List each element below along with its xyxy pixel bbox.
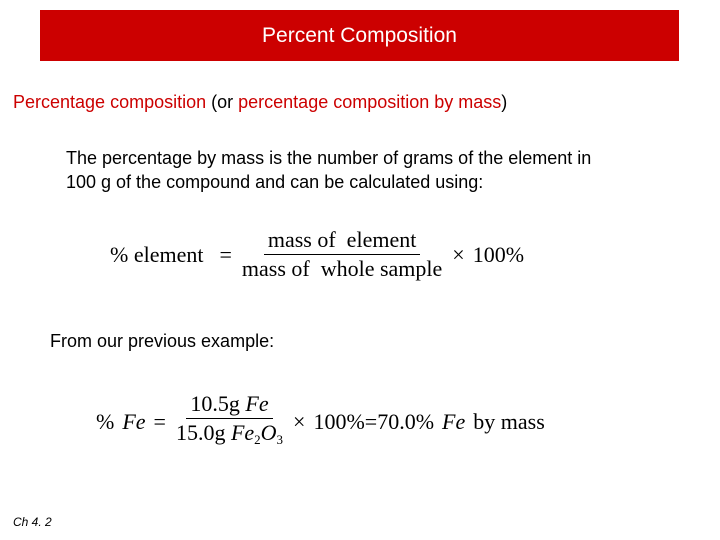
heading-paren-close: )	[501, 92, 508, 112]
formula-equals: =	[219, 241, 232, 267]
heading-paren-open: (or	[206, 92, 239, 112]
heading-term-primary: Percentage composition	[13, 92, 207, 112]
example-den-value: 15.0g	[175, 420, 226, 445]
example-label: From our previous example:	[50, 331, 275, 351]
example-equals-2: =	[364, 409, 378, 434]
example-den-fe: Fe	[230, 420, 255, 445]
example-fraction	[172, 392, 287, 452]
example-times: ×	[293, 409, 306, 434]
formula-numerator: mass of element	[264, 228, 420, 255]
example-result-fe: Fe	[442, 409, 466, 434]
example-result: 70.0%	[377, 409, 435, 434]
formula-fraction	[238, 228, 446, 281]
slide-title: Percent Composition	[262, 23, 457, 47]
definition-line-1: The percentage by mass is the number of grams of the element in	[66, 148, 592, 168]
example-denominator	[172, 419, 287, 452]
example-equation	[96, 392, 545, 452]
definition-text	[66, 146, 686, 194]
example-equals: =	[153, 409, 166, 434]
example-by-mass: by mass	[473, 409, 545, 434]
example-den-o: O	[260, 420, 277, 445]
section-heading	[13, 92, 507, 113]
example-factor: 100%	[313, 409, 365, 434]
title-banner	[40, 10, 679, 61]
heading-term-secondary: percentage composition by mass	[238, 92, 502, 112]
example-den-sub-3: 3	[276, 432, 284, 447]
example-den-sub-2: 2	[254, 432, 261, 447]
example-num-unit: Fe	[245, 391, 269, 416]
example-lhs-fe: Fe	[122, 409, 146, 434]
example-lhs-percent: %	[96, 409, 115, 434]
formula-lhs: % element	[110, 241, 204, 267]
formula-factor: 100%	[472, 241, 525, 267]
example-num-value: 10.5g	[190, 391, 240, 416]
chapter-footer: Ch 4. 2	[13, 515, 52, 529]
definition-line-2: 100 g of the compound and can be calculated using:	[66, 172, 484, 192]
example-numerator	[186, 392, 272, 419]
formula-denominator: mass of whole sample	[241, 256, 443, 281]
formula-times: ×	[452, 241, 465, 267]
percent-formula	[110, 228, 524, 281]
